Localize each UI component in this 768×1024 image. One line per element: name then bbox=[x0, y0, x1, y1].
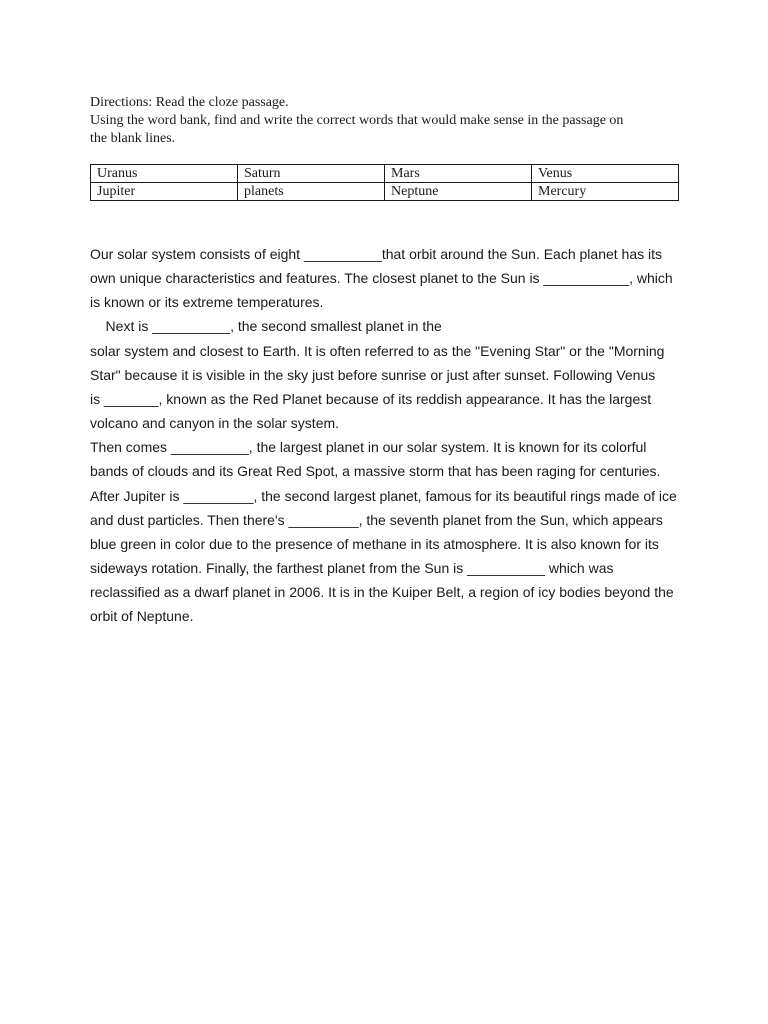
directions-text-line: the blank lines. bbox=[90, 131, 176, 146]
word-bank-cell: Jupiter bbox=[91, 183, 238, 201]
word-bank-cell: Mercury bbox=[532, 183, 679, 201]
passage-line: After Jupiter is _________, the second largest planet, famous for its beautiful rings made of ice bbox=[90, 487, 677, 504]
word-bank-table bbox=[90, 164, 679, 201]
passage-line: bands of clouds and its Great Red Spot, a massive storm that has been raging for centuries. bbox=[90, 463, 661, 480]
passage-line: reclassified as a dwarf planet in 2006. It is in the Kuiper Belt, a region of icy bodies beyond the bbox=[90, 584, 674, 601]
word-bank-row bbox=[91, 183, 679, 201]
passage-line: solar system and closest to Earth. It is often referred to as the "Evening Star" or the "Morning bbox=[90, 342, 665, 359]
word-bank-cell: planets bbox=[238, 183, 385, 201]
cloze-passage bbox=[90, 242, 680, 629]
word-bank-cell: Uranus bbox=[91, 165, 238, 183]
passage-line: orbit of Neptune. bbox=[90, 608, 194, 625]
passage-line: and dust particles. Then there's _________, the seventh planet from the Sun, which appears bbox=[90, 511, 663, 528]
passage-line: is _______, known as the Red Planet because of its reddish appearance. It has the largest bbox=[90, 390, 652, 407]
passage-line: volcano and canyon in the solar system. bbox=[90, 415, 340, 432]
passage-line: Star" because it is visible in the sky just before sunrise or just after sunset. Following Venus bbox=[90, 366, 656, 383]
passage-line: own unique characteristics and features. The closest planet to the Sun is ___________, which bbox=[90, 270, 673, 287]
directions-text-line: Using the word bank, find and write the correct words that would make sense in the passage on bbox=[90, 113, 624, 128]
passage-line: Next is __________, the second smallest planet in the bbox=[90, 318, 442, 335]
word-bank-cell: Saturn bbox=[238, 165, 385, 183]
directions-block bbox=[90, 94, 690, 148]
word-bank-cell: Neptune bbox=[385, 183, 532, 201]
passage-line: is known or its extreme temperatures. bbox=[90, 294, 324, 311]
directions-heading: Directions: Read the cloze passage. bbox=[90, 95, 289, 110]
passage-line: Then comes __________, the largest planet in our solar system. It is known for its colorful bbox=[90, 439, 647, 456]
word-bank-cell: Venus bbox=[532, 165, 679, 183]
passage-line: sideways rotation. Finally, the farthest planet from the Sun is __________ which was bbox=[90, 560, 614, 577]
word-bank-cell: Mars bbox=[385, 165, 532, 183]
word-bank-row bbox=[91, 165, 679, 183]
passage-line: blue green in color due to the presence of methane in its atmosphere. It is also known for its bbox=[90, 535, 659, 552]
passage-line: Our solar system consists of eight __________that orbit around the Sun. Each planet has its bbox=[90, 246, 663, 262]
